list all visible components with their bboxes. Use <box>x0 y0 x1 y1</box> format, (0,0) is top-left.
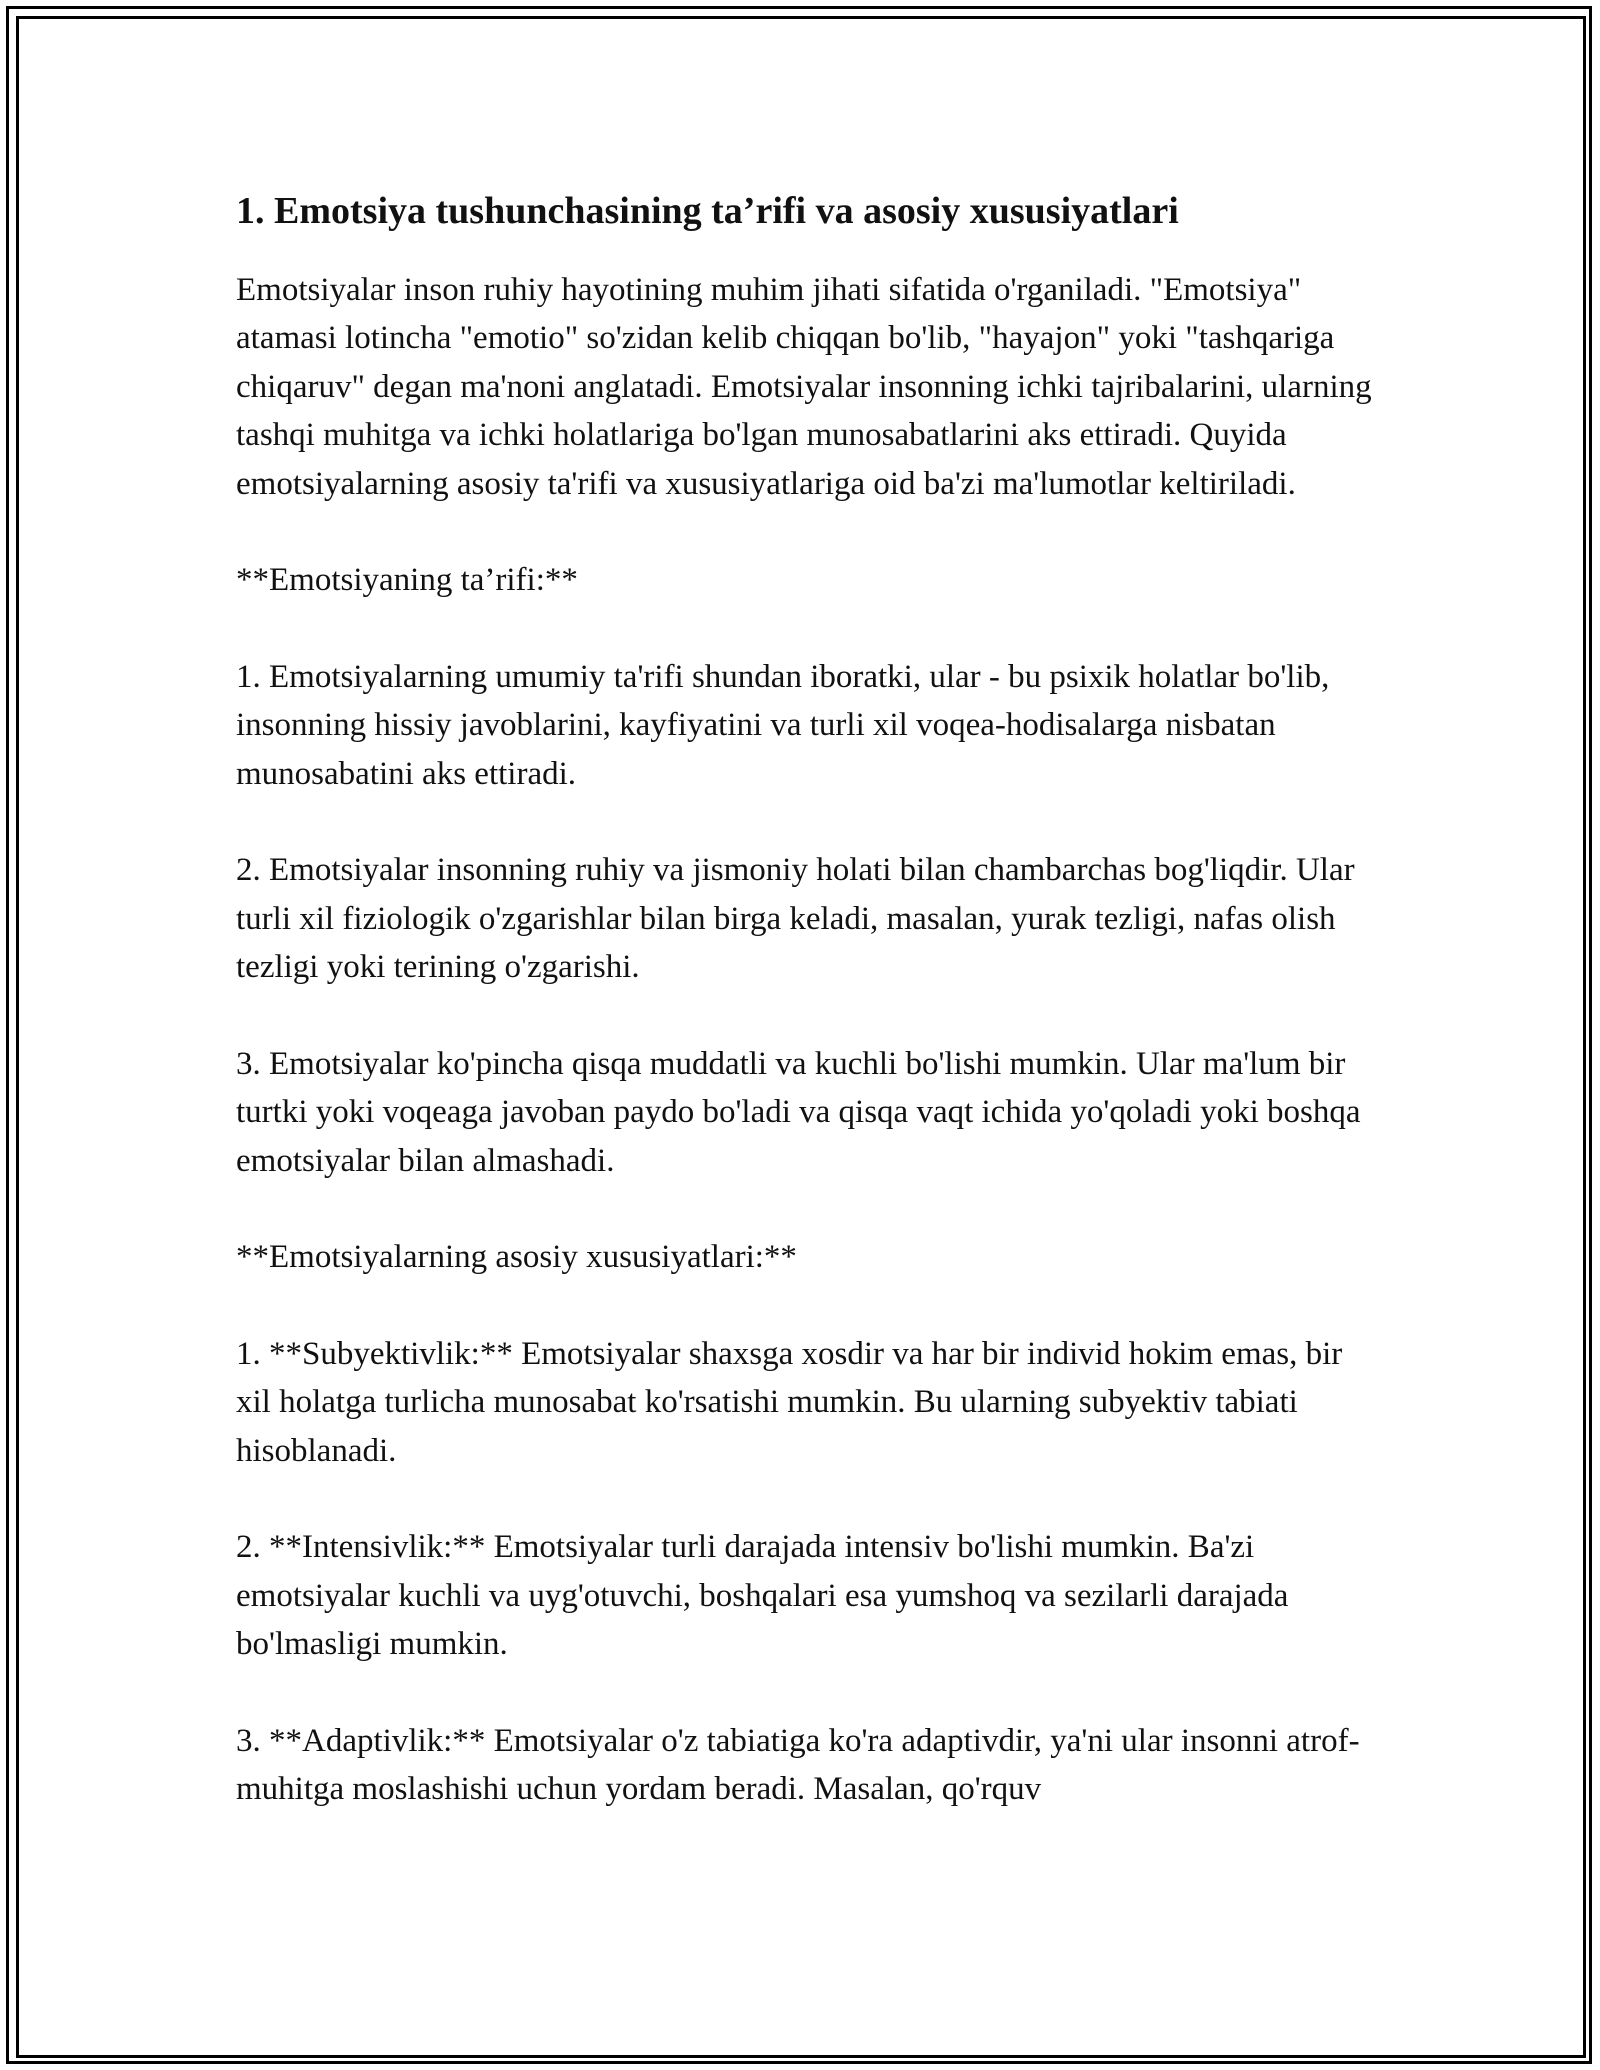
definition-item-1: 1. Emotsiyalarning umumiy ta'rifi shundan iboratki, ular - bu psixik holatlar bo'lib, insonning hissiy javoblarini, kayfiyatini va turli xil voqea-hodisalarga nisbatan munosabatini aks ettiradi. <box>236 658 1330 792</box>
property-item-intensity: 2. **Intensivlik:** Emotsiyalar turli darajada intensiv bo'lishi mumkin. Ba'zi emotsiyalar kuchli va uyg'otuvchi, boshqalari esa yumshoq va sezilarli darajada bo'lmasligi mumkin. <box>236 1529 1289 1662</box>
intro-paragraph: Emotsiyalar inson ruhiy hayotining muhim jihati sifatida o'rganiladi. "Emotsiya" atamasi lotincha "emotio" so'zidan kelib chiqqan bo'lib, "hayajon" yoki "tashqariga chiqaruv" degan ma'noni anglatadi. Emotsiyalar insonning ichki tajribalarini, ularning tashqi muhitga va ichki holatlariga bo'lgan munosabatlarini aks ettiradi. Quyida emotsiyalarning asosiy ta'rifi va xususiyatlariga oid ba'zi ma'lumotlar keltiriladi. <box>236 271 1372 502</box>
section-heading: 1. Emotsiya tushunchasining ta’rifi va asosiy xususiyatlari <box>236 190 1179 232</box>
document-body <box>236 188 1376 1862</box>
definition-subheading: **Emotsiyaning ta’rifi:** <box>236 562 578 598</box>
properties-subheading: **Emotsiyalarning asosiy xususiyatlari:** <box>236 1239 797 1275</box>
property-item-subjectivity: 1. **Subyektivlik:** Emotsiyalar shaxsga xosdir va har bir individ hokim emas, bir xil holatga turlicha munosabat ko'rsatishi mumkin. Bu ularning subyektiv tabiati hisoblanadi. <box>236 1335 1343 1469</box>
property-item-adaptivity: 3. **Adaptivlik:** Emotsiyalar o'z tabiatiga ko'ra adaptivdir, ya'ni ular insonni atrof-muhitga moslashishi uchun yordam beradi. Masalan, qo'rquv <box>236 1722 1360 1807</box>
definition-item-2: 2. Emotsiyalar insonning ruhiy va jismoniy holati bilan chambarchas bog'liqdir. Ular turli xil fiziologik o'zgarishlar bilan birga keladi, masalan, yurak tezligi, nafas olish tezligi yoki terining o'zgarishi. <box>236 852 1355 985</box>
definition-item-3: 3. Emotsiyalar ko'pincha qisqa muddatli va kuchli bo'lishi mumkin. Ular ma'lum bir turtki yoki voqeaga javoban paydo bo'ladi va qisqa vaqt ichida yo'qoladi yoki boshqa emotsiyalar bilan almashadi. <box>236 1045 1361 1179</box>
